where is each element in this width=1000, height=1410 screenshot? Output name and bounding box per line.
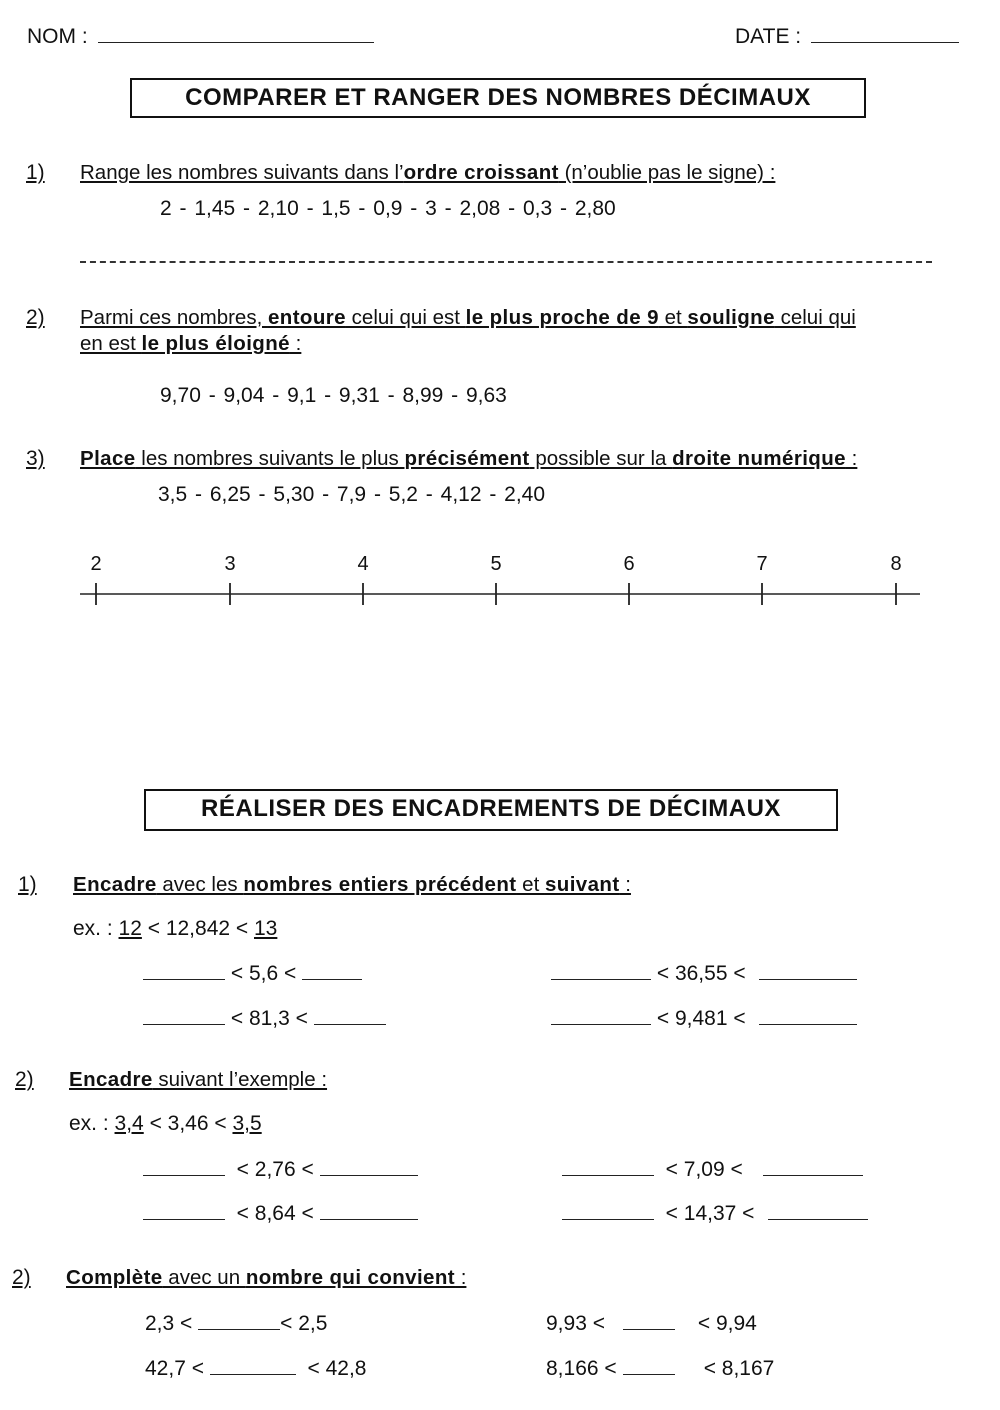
question-number: 2) [26, 306, 45, 329]
bounds-question-1-text: Encadre avec les nombres entiers précédent et suivant : [73, 873, 631, 896]
complete-item[interactable]: 8,166 < < 8,167 [546, 1357, 775, 1380]
numbers-to-sort: 2 - 1,45 - 2,10 - 1,5 - 0,9 - 3 - 2,08 - 0,3 - 2,80 [160, 197, 616, 220]
date-label: DATE : [735, 25, 802, 48]
bounds-item[interactable]: < 36,55 < [551, 961, 857, 986]
numbers-near-9: 9,70 - 9,04 - 9,1 - 9,31 - 8,99 - 9,63 [160, 384, 507, 407]
question-number: 2) [15, 1068, 34, 1091]
bounds-item[interactable]: < 2,76 < [143, 1157, 418, 1182]
bounds-item[interactable]: < 9,481 < [551, 1006, 857, 1031]
bounds-item[interactable]: < 8,64 < [143, 1201, 418, 1226]
numbers-to-place: 3,5 - 6,25 - 5,30 - 7,9 - 5,2 - 4,12 - 2,40 [158, 483, 546, 506]
section-title-compare: COMPARER ET RANGER DES NOMBRES DÉCIMAUX [130, 78, 866, 118]
question-2-text-line2: en est le plus éloigné : [80, 332, 302, 355]
bounds-item[interactable]: < 14,37 < [562, 1201, 868, 1226]
section-title-bounds: RÉALISER DES ENCADREMENTS DE DÉCIMAUX [144, 789, 838, 831]
question-1-text: Range les nombres suivants dans l’ordre croissant (n’oublie pas le signe) : [80, 161, 776, 184]
axis-tick-label: 8 [890, 553, 902, 575]
axis-tick-label: 7 [756, 553, 768, 575]
example-1: ex. : 12 < 12,842 < 13 [73, 917, 278, 940]
bounds-item[interactable]: < 5,6 < [143, 961, 362, 986]
bounds-item[interactable]: < 81,3 < [143, 1006, 386, 1031]
axis-tick-label: 3 [224, 553, 236, 575]
number-line[interactable] [0, 0, 1000, 620]
axis-tick-label: 6 [623, 553, 635, 575]
complete-item[interactable]: 2,3 < < 2,5 [145, 1312, 328, 1335]
axis-tick-label: 2 [90, 553, 102, 575]
name-label: NOM : [27, 25, 88, 48]
bounds-item[interactable]: < 7,09 < [562, 1157, 863, 1182]
question-number: 1) [18, 873, 37, 896]
axis-tick-label: 4 [357, 553, 369, 575]
question-3-text: Place les nombres suivants le plus précisément possible sur la droite numérique : [80, 447, 858, 470]
example-2: ex. : 3,4 < 3,46 < 3,5 [69, 1112, 262, 1135]
complete-item[interactable]: 9,93 < < 9,94 [546, 1312, 757, 1335]
question-2-text-line1: Parmi ces nombres, entoure celui qui est le plus proche de 9 et souligne celui qui [80, 306, 856, 329]
question-number: 1) [26, 161, 45, 184]
complete-question-text: Complète avec un nombre qui convient : [66, 1266, 467, 1289]
bounds-question-2-text: Encadre suivant l’exemple : [69, 1068, 328, 1091]
question-number: 2) [12, 1266, 31, 1289]
complete-item[interactable]: 42,7 < < 42,8 [145, 1357, 367, 1380]
question-number: 3) [26, 447, 45, 470]
axis-tick-label: 5 [490, 553, 502, 575]
